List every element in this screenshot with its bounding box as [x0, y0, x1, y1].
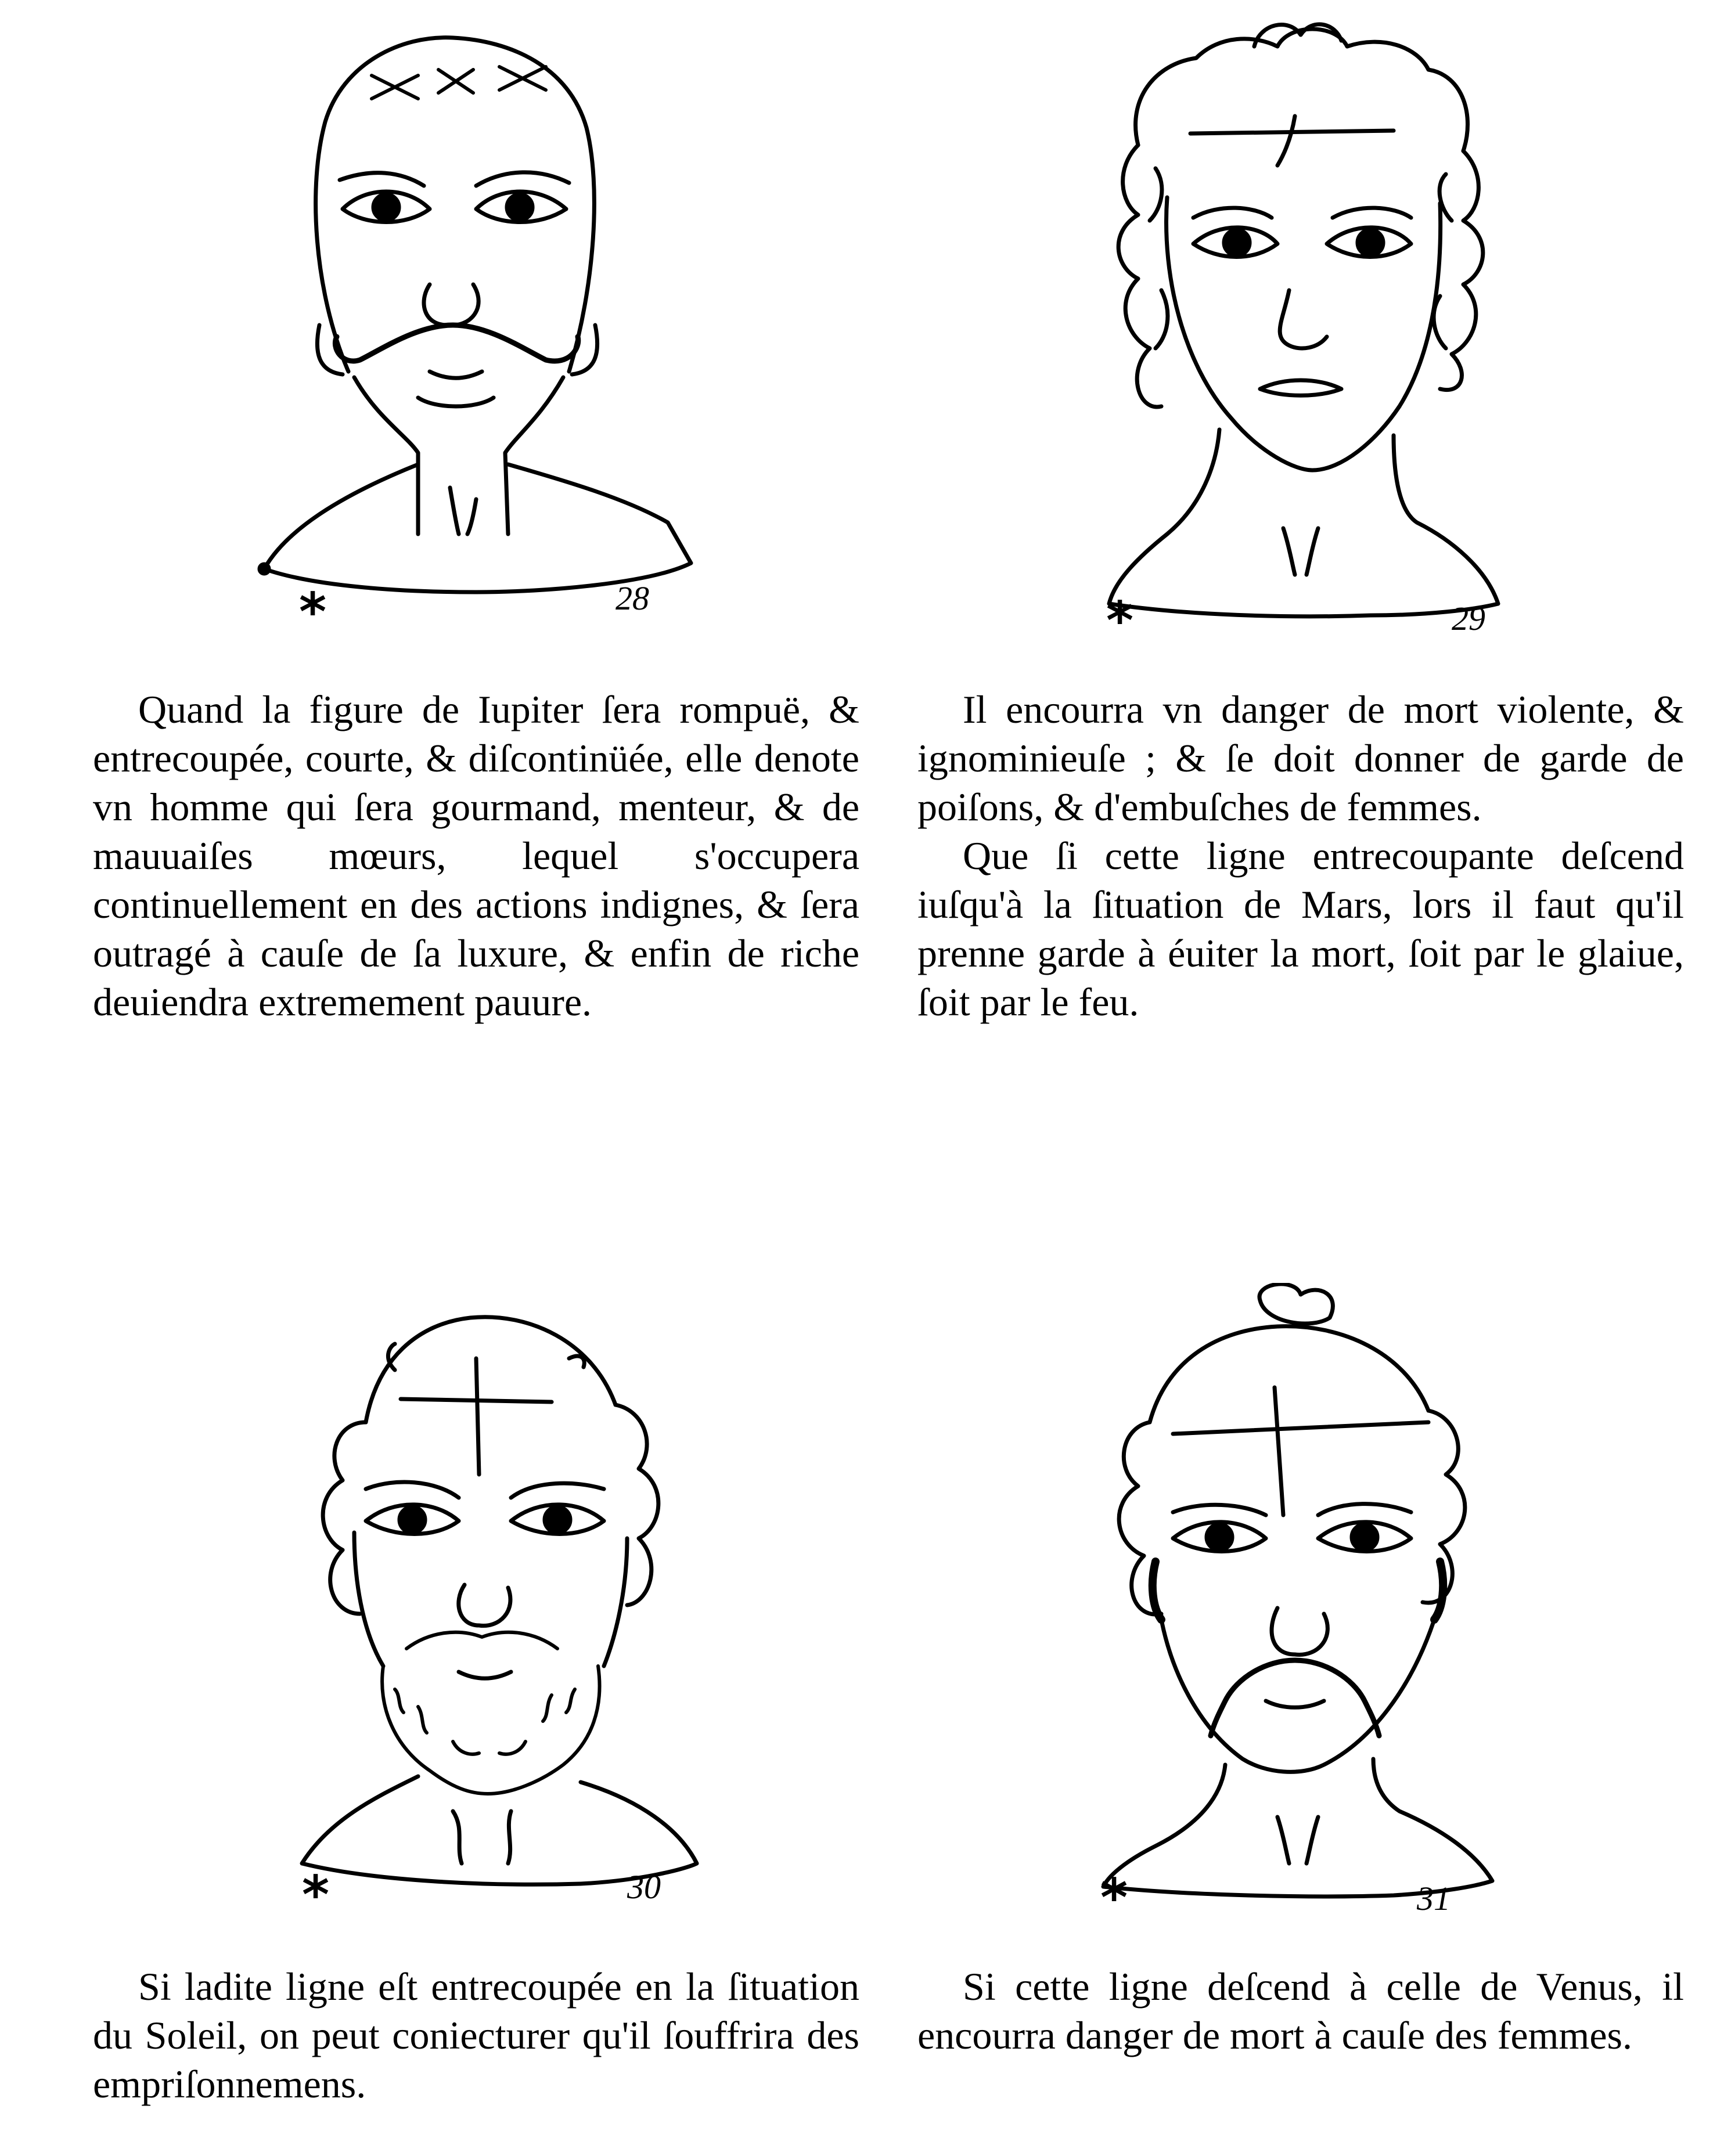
plate-29-woodcut — [1068, 12, 1533, 644]
brows — [366, 1482, 604, 1498]
plate-30-woodcut — [279, 1289, 720, 1916]
right-eye — [1327, 228, 1411, 257]
throat — [450, 488, 476, 534]
right-cheek — [1434, 1562, 1443, 1620]
caption-paragraph: Que ſi cette ligne entrecoupante deſcend iuſqu'à la ſituation de Mars, lors il faut qu'il prenne garde à éuiter la mort, ſoit par le glaiue, ſoit par le feu. — [917, 834, 1684, 1024]
plate-30-caption — [93, 1962, 859, 2108]
plate-28-caption — [93, 685, 859, 1026]
nose — [424, 284, 478, 325]
neck-shoulders — [1109, 430, 1498, 616]
moustache — [335, 325, 578, 361]
chin — [418, 398, 494, 406]
left-brow — [340, 173, 424, 186]
nose — [459, 1585, 510, 1626]
forehead-crosses — [372, 67, 546, 99]
beard-tips — [453, 1811, 511, 1863]
shoulders — [264, 464, 691, 592]
caption-paragraph: Il encourra vn danger de mort violente, & ignominieuſe ; & ſe doit donner de garde de poiſons, & d'embuſches de femmes. — [917, 687, 1684, 829]
plate-29-number: 29 — [1452, 600, 1485, 637]
plate-30-star: * — [302, 1865, 330, 1916]
plate-29-caption — [917, 685, 1684, 1026]
mouth — [459, 1672, 511, 1678]
plate-31-caption — [917, 1962, 1684, 2060]
left-eye — [343, 192, 430, 222]
forehead-cross — [1275, 1387, 1283, 1515]
mouth — [1260, 380, 1341, 395]
moustache — [1211, 1660, 1379, 1736]
head-outline — [316, 38, 595, 372]
plate-28-number: 28 — [616, 579, 649, 617]
left-cheek — [1153, 1562, 1161, 1620]
caption-paragraph: Quand la figure de Iupiter ſera rompuë, & entrecoupée, courte, & diſcontinüée, elle denote vn homme qui ſera gourmand, menteur, & de mauuaiſes mœurs, lequel s'occupera continuellement en des actions indignes, & ſera outragé à cauſe de ſa luxure, & enfin de riche deuiendra extremement pauure. — [93, 687, 859, 1024]
plate-28-star: * — [299, 582, 327, 639]
face-outline — [1166, 197, 1440, 470]
face-outline — [1161, 1620, 1434, 1772]
throat — [1283, 528, 1318, 575]
left-eye — [366, 1505, 459, 1534]
plate-28-woodcut — [244, 12, 697, 639]
caption-paragraph: Si ladite ligne eſt entrecoupée en la ſituation du Soleil, on peut coniecturer qu'il ſouffrira des empriſonnemens. — [93, 1964, 859, 2106]
forehead-tick — [1277, 116, 1295, 165]
brows — [1193, 208, 1411, 218]
nose — [1272, 1608, 1327, 1654]
plate-30-number: 30 — [627, 1868, 661, 1906]
hair — [1119, 1284, 1465, 1614]
neck-shoulders — [1103, 1759, 1492, 1897]
mouth — [430, 372, 482, 378]
left-eye — [1173, 1522, 1266, 1552]
right-eye — [1318, 1522, 1411, 1552]
right-eye — [511, 1505, 604, 1534]
neck-left — [354, 377, 418, 534]
hair — [323, 1317, 658, 1614]
brows — [1173, 1504, 1411, 1515]
plate-31-number: 31 — [1417, 1880, 1451, 1916]
throat — [1277, 1817, 1318, 1863]
right-eye — [476, 192, 566, 222]
plate-29-star: * — [1106, 590, 1134, 644]
caption-paragraph: Si cette ligne deſcend à celle de Venus, il encourra danger de mort à cauſe des femmes. — [917, 1964, 1684, 2057]
left-eye — [1193, 228, 1277, 257]
right-brow — [476, 172, 569, 186]
nose — [1280, 290, 1327, 348]
mouth — [1266, 1701, 1324, 1707]
plate-31-woodcut — [1068, 1283, 1533, 1916]
beard — [382, 1632, 599, 1794]
neck-right — [505, 377, 563, 534]
plate-31-star: * — [1100, 1867, 1128, 1916]
face-sides — [354, 1533, 627, 1666]
forehead-cross — [476, 1358, 479, 1474]
forehead-line — [1173, 1422, 1428, 1434]
